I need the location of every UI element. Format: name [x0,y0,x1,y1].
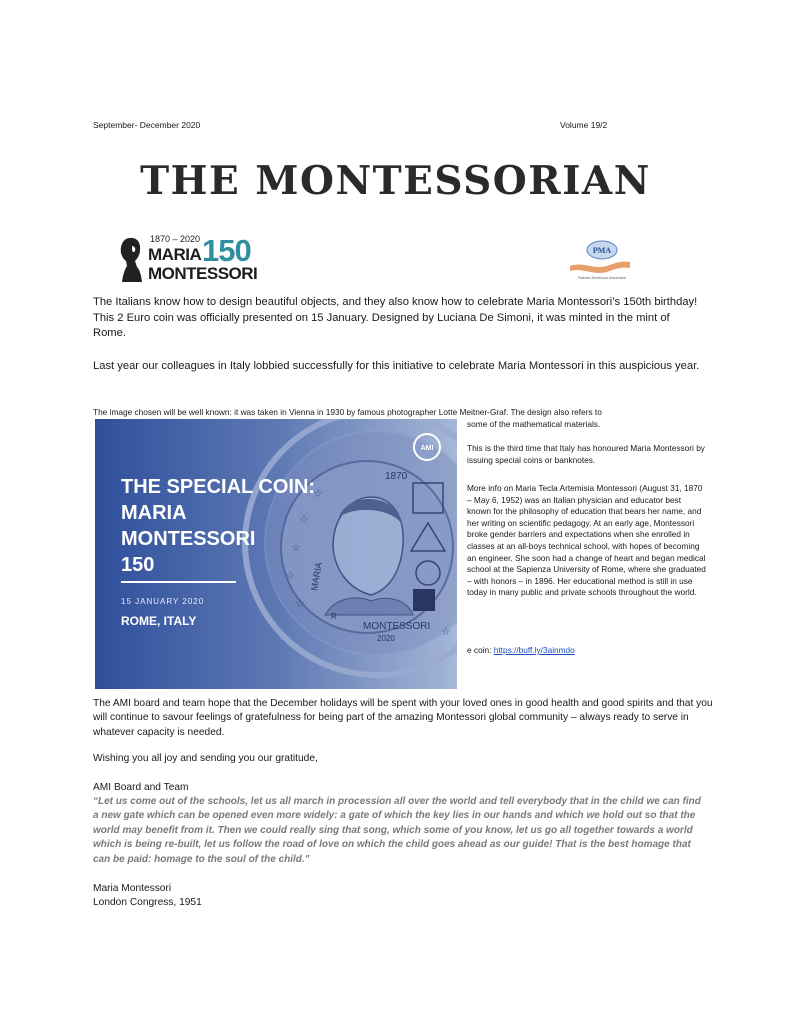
special-coin-image [95,419,457,689]
coin-name: MONTESSORI [363,621,431,632]
pma-caption: Pakistan Montessori Association [577,276,627,280]
coin-date: 15 JANUARY 2020 [121,597,205,606]
quote-source: London Congress, 1951 [93,897,202,908]
coin-title-line-2: MARIA [121,502,187,524]
logo-montessori: MONTESSORI [148,264,258,283]
signature-team: AMI Board and Team [93,782,189,793]
svg-text:☆: ☆ [299,513,309,526]
coin-place: ROME, ITALY [121,614,197,628]
montessori-silhouette-icon [120,236,142,282]
coin-year-bottom: 2020 [377,634,395,643]
svg-text:☆: ☆ [441,625,451,638]
wishes-line: Wishing you all joy and sending you our gratitude, [93,753,318,764]
volume-number: Volume 19/2 [560,120,608,130]
svg-text:☆: ☆ [295,597,305,610]
ami-badge-text: AMI [420,445,434,452]
montessori-quote: “Let us come out of the schools, let us all march in procession all over the world and tell everybody that in the child we can find a new gate which can be opened even more widely: a gate of which the key lies in our hands and which we hold out so that the world may benefit from it. Then we could really sing that song, which some of you know, let us go all together towards a world which is being re-built, let us follow the road of love on which the child goes ahead as our guide! That is the best homage that can be paid: homage to the soul of the child." [93,796,701,865]
montessori-150-logo [120,234,260,284]
issue-date: September- December 2020 [93,120,201,130]
coin-link[interactable]: https://buff.ly/3ainmdo [493,645,575,655]
lobby-paragraph: Last year our colleagues in Italy lobbied successfully for this initiative to celebrate Maria Montessori in this auspicious year. [93,360,700,372]
coin-link-label: e coin: [467,645,494,655]
coin-mark: R [331,612,337,621]
coin-title-line-3: MONTESSORI [121,528,256,550]
holiday-paragraph: The AMI board and team hope that the December holidays will be spent with your loved ones in good health and good spirits and that you will continue to savour feelings of gratefulness for being part of the amazing Montessori global community – always ready to serve in whatever capacity is needed. [93,698,713,738]
coin-year-top: 1870 [385,471,408,482]
image-caption: The image chosen will be well known: it was taken in Vienna in 1930 by famous photographer Lotte Meitner-Graf. The design also refers to [93,407,602,417]
svg-text:☆: ☆ [313,487,323,500]
pma-logo [566,236,636,282]
intro-paragraph: The Italians know how to design beautiful objects, and they also know how to celebrate Maria Montessori’s 150th birthday! This 2 Euro coin was officially presented on 15 January. Designed by Luciana De Simoni, it was minted in the mint of Rome. [93,296,698,339]
coin-title-line-4: 150 [121,554,155,576]
coin-side-name: MARIA [309,561,324,592]
svg-text:☆: ☆ [285,569,295,582]
pma-abbr: PMA [592,246,612,255]
coin-link-line [467,645,575,655]
image-caption-continued: some of the mathematical materials. [467,419,601,429]
logo-years: 1870 – 2020 [150,234,201,244]
svg-text:☆: ☆ [291,541,301,554]
third-time-paragraph: This is the third time that Italy has honoured Maria Montessori by issuing special coins or banknotes. [467,443,705,465]
logo-maria: MARIA [148,245,202,264]
coin-title-line-1: THE SPECIAL COIN: [121,476,316,498]
logo-150: 150 [202,233,251,268]
quote-author: Maria Montessori [93,883,172,894]
bio-paragraph: More info on Maria Tecla Artemisia Montessori (August 31, 1870 – May 6, 1952) was an Italian physician and educator best known for the philosophy of education that bears her name, and her writing on scientific pedagogy. At an early age, Montessori broke gender barriers and expectations when she enrolled in classes at an all-boys technical school, with hopes of becoming an engineer. She soon had a change of heart and began medical school at the Sapienza University of Rome, where she graduated – with honors – in 1896. Her educational method is still in use today in many public and private schools throughout the world. [467,483,706,598]
masthead-title: THE MONTESSORIAN [140,158,651,204]
